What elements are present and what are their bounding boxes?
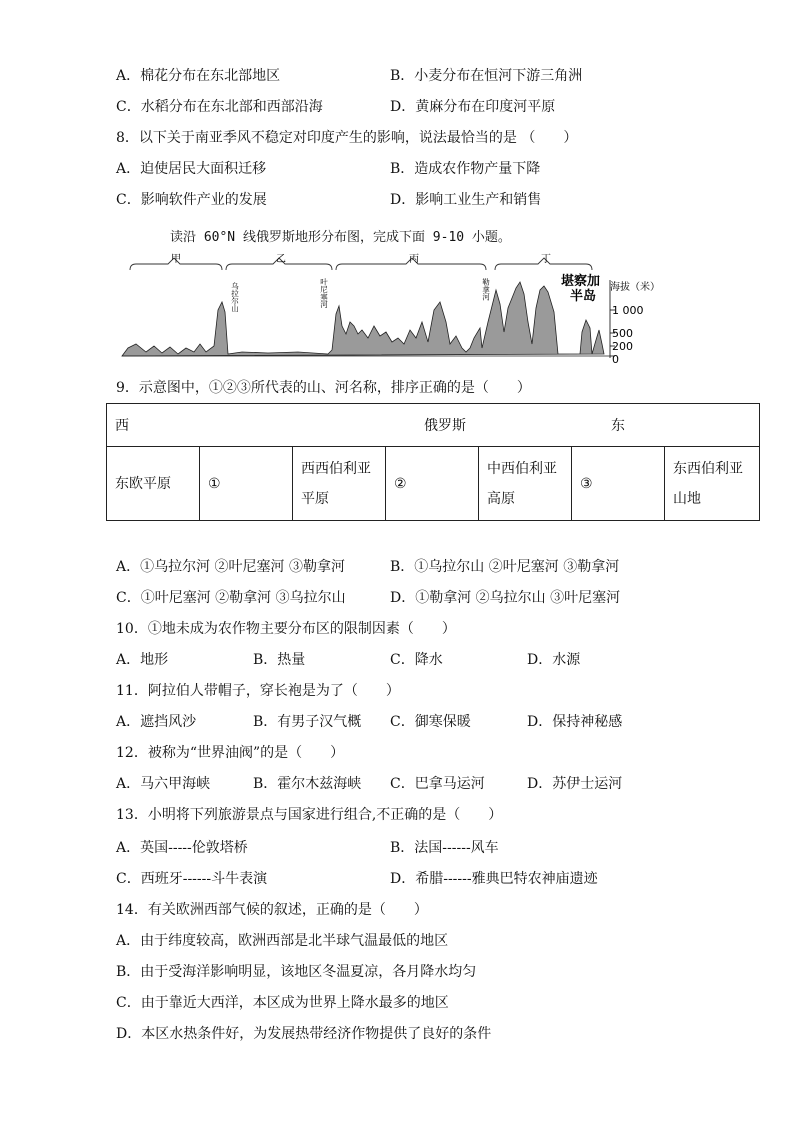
header-west: 西 — [115, 418, 129, 434]
figure-caption: 读沿 60°N 线俄罗斯地形分布图，完成下面 9-10 小题。 — [170, 230, 511, 245]
cell-east-siberian-mountains: 东西伯利亚山地 — [665, 447, 760, 521]
cell-central-siberian-plateau: 中西伯利亚高原 — [479, 447, 572, 521]
q7-option-d: D．黄麻分布在印度河平原 — [390, 99, 556, 115]
terrain-profile — [122, 282, 604, 356]
q14-option-c: C．由于靠近大西洋，本区成为世界上降水最多的地区 — [116, 995, 449, 1011]
axis-title: 海拔（米） — [610, 282, 660, 293]
q8-option-a: A．迫使居民大面积迁移 — [116, 161, 267, 177]
q9-stem: 9．示意图中，①②③所代表的山、河名称，排序正确的是（ ） — [116, 380, 531, 396]
q9-table-header — [107, 404, 760, 447]
q11-option-a: A．遮挡风沙 — [116, 714, 197, 730]
q9-option-a: A．①乌拉尔河 ②叶尼塞河 ③勒拿河 — [116, 559, 346, 575]
q13-option-d: D．希腊------雅典巴特农神庙遗迹 — [390, 871, 598, 887]
label-lena-river: 勒拿河 — [481, 278, 491, 301]
label-kamchatka-1: 堪察加 — [561, 274, 601, 289]
cell-blank-2: ② — [386, 447, 479, 521]
q10-option-c: C．降水 — [390, 652, 443, 668]
region-yi: 乙 — [276, 254, 286, 265]
q12-option-c: C．巴拿马运河 — [390, 776, 485, 792]
q13-stem: 13．小明将下列旅游景点与国家进行组合,不正确的是（ ） — [116, 807, 503, 823]
q8-option-b: B．造成农作物产量下降 — [390, 161, 541, 177]
q8-option-d: D．影响工业生产和销售 — [390, 192, 542, 208]
tick-label-1000: 1 000 — [612, 304, 644, 317]
q12-option-b: B．霍尔木兹海峡 — [253, 776, 362, 792]
q13-option-a: A．英国-----伦敦塔桥 — [116, 840, 248, 856]
tick-label-500: 500 — [612, 327, 633, 340]
q13-option-c: C．西班牙------斗牛表演 — [116, 871, 268, 887]
q9-option-c: C．①叶尼塞河 ②勒拿河 ③乌拉尔山 — [116, 590, 346, 606]
q10-option-b: B．热量 — [253, 652, 306, 668]
q14-option-b: B．由于受海洋影响明显，该地区冬温夏凉，各月降水均匀 — [116, 964, 477, 980]
q13-option-b: B．法国------风车 — [390, 840, 499, 856]
q7-option-c: C．水稻分布在东北部和西部沿海 — [116, 99, 323, 115]
q9-option-d: D．①勒拿河 ②乌拉尔山 ③叶尼塞河 — [390, 590, 621, 606]
q9-table — [106, 403, 760, 521]
cell-east-european-plain: 东欧平原 — [107, 447, 200, 521]
q14-stem: 14．有关欧洲西部气候的叙述，正确的是（ ） — [116, 902, 428, 918]
q11-option-d: D．保持神秘感 — [527, 714, 623, 730]
region-jia: 甲 — [171, 254, 181, 265]
region-brackets — [130, 258, 592, 270]
q14-option-a: A．由于纬度较高，欧洲西部是北半球气温最低的地区 — [116, 933, 449, 949]
tick-label-0: 0 — [612, 353, 619, 364]
q10-stem: 10．①地未成为农作物主要分布区的限制因素（ ） — [116, 621, 456, 637]
q12-option-a: A．马六甲海峡 — [116, 776, 211, 792]
cell-west-siberian-plain: 西西伯利亚平原 — [293, 447, 386, 521]
q9-option-b: B．①乌拉尔山 ②叶尼塞河 ③勒拿河 — [390, 559, 620, 575]
q12-stem: 12．被称为“世界油阀”的是（ ） — [116, 745, 345, 761]
header-country: 俄罗斯 — [424, 418, 466, 434]
region-bing: 丙 — [409, 254, 419, 265]
cell-blank-3: ③ — [572, 447, 665, 521]
q10-option-a: A．地形 — [116, 652, 169, 668]
q8-option-c: C．影响软件产业的发展 — [116, 192, 267, 208]
label-ural-mountains: 乌拉尔山 — [230, 282, 240, 312]
label-kamchatka-2: 半岛 — [570, 289, 597, 304]
q11-option-b: B．有男子汉气概 — [253, 714, 362, 730]
q11-option-c: C．御寒保暖 — [390, 714, 471, 730]
label-yenisei-river: 叶尼塞河 — [319, 278, 329, 308]
q7-option-b: B．小麦分布在恒河下游三角洲 — [390, 68, 583, 84]
tick-label-200: 200 — [612, 340, 633, 353]
q14-option-d: D．本区水热条件好，为发展热带经济作物提供了良好的条件 — [116, 1026, 492, 1042]
q10-option-d: D．水源 — [527, 652, 581, 668]
q12-option-d: D．苏伊士运河 — [527, 776, 623, 792]
q7-option-a: A．棉花分布在东北部地区 — [116, 68, 281, 84]
q11-stem: 11．阿拉伯人带帽子，穿长袍是为了（ ） — [116, 683, 400, 699]
header-east: 东 — [611, 418, 625, 434]
region-ding: 丁 — [541, 254, 551, 265]
terrain-profile-figure — [118, 252, 678, 364]
cell-blank-1: ① — [200, 447, 293, 521]
q8-stem: 8．以下关于南亚季风不稳定对印度产生的影响，说法最恰当的是 （ ） — [116, 130, 578, 146]
